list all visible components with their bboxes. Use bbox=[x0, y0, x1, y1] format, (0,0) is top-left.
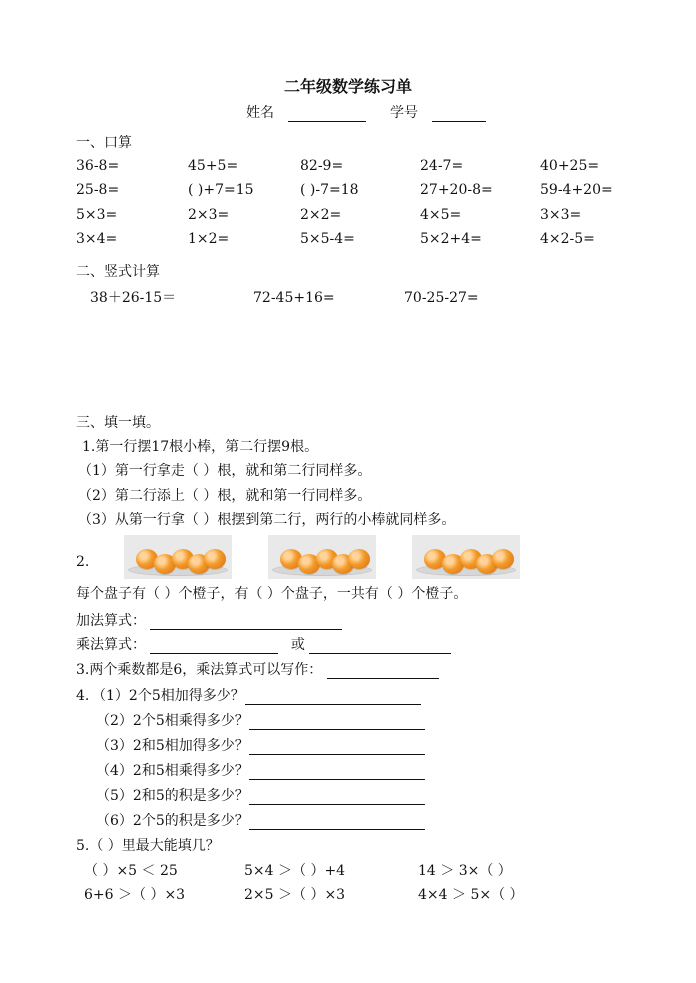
oral-calc-item: 82-9= bbox=[300, 158, 344, 174]
oral-calc-item: 59-4+20= bbox=[540, 182, 613, 198]
oral-calc-item: 4×5= bbox=[420, 207, 462, 223]
vertical-calc-item: 38＋26-15＝ bbox=[90, 290, 177, 306]
q4-answer-blank[interactable] bbox=[249, 740, 425, 755]
oral-calc-item: ( )+7=15 bbox=[188, 182, 254, 198]
q3-row bbox=[76, 661, 439, 679]
mul-answer-blank-1[interactable] bbox=[150, 639, 278, 654]
add-label: 加法算式： bbox=[76, 613, 146, 629]
q4-answer-blank[interactable] bbox=[249, 815, 425, 830]
q5-item: 14 ＞ 3×（ ） bbox=[418, 863, 512, 879]
q4-item-text: （6）2个5的积是多少？ bbox=[96, 813, 249, 829]
oral-calc-item: 25-8= bbox=[76, 182, 120, 198]
q1-sub-2: （2）第二行添上（ ）根，就和第一行同样多。 bbox=[78, 488, 372, 504]
q4-item bbox=[96, 712, 425, 730]
q3-text: 3.两个乘数都是6，乘法算式可以写作： bbox=[76, 662, 323, 678]
oral-calc-item: 45+5= bbox=[188, 158, 239, 174]
orange-plate-image bbox=[124, 535, 232, 579]
oral-calc-item: 5×5-4= bbox=[300, 231, 355, 247]
page-title: 二年级数学练习单 bbox=[283, 77, 412, 96]
oral-calc-item: 3×3= bbox=[540, 207, 582, 223]
oral-calc-item: 4×2-5= bbox=[540, 231, 595, 247]
orange-plate-image bbox=[268, 535, 376, 579]
q4-answer-blank[interactable] bbox=[245, 690, 421, 705]
q2-sentence: 每个盘子有（ ）个橙子，有（ ）个盘子，一共有（ ）个橙子。 bbox=[76, 586, 468, 602]
id-field[interactable] bbox=[390, 104, 486, 122]
oral-calc-item: 2×2= bbox=[300, 207, 342, 223]
oral-calc-item: 5×2+4= bbox=[420, 231, 482, 247]
q2-mul-row bbox=[76, 636, 451, 654]
q2-number: 2. bbox=[76, 554, 90, 570]
name-label: 姓名 bbox=[246, 105, 274, 121]
q4-answer-blank[interactable] bbox=[249, 790, 425, 805]
q1-sub-3: （3）从第一行拿（ ）根摆到第二行，两行的小棒就同样多。 bbox=[78, 512, 456, 528]
orange-plate-image bbox=[412, 535, 520, 579]
orange-icon bbox=[348, 549, 370, 569]
q4-item bbox=[92, 687, 421, 705]
q4-item bbox=[96, 812, 425, 830]
q1-sub-1: （1）第一行拿走（ ）根，就和第二行同样多。 bbox=[78, 463, 372, 479]
q5-item: 2×5 ＞（ ）×3 bbox=[244, 887, 346, 903]
id-blank[interactable] bbox=[432, 107, 486, 122]
q5-item: 6+6 ＞（ ）×3 bbox=[84, 887, 186, 903]
q2-add-row bbox=[76, 612, 342, 630]
q4-item-text: （1）2个5相加得多少？ bbox=[92, 688, 245, 704]
name-field[interactable] bbox=[246, 104, 366, 122]
name-blank[interactable] bbox=[288, 107, 366, 122]
q4-item bbox=[96, 762, 425, 780]
q4-item-text: （2）2个5相乘得多少？ bbox=[96, 713, 249, 729]
q4-answer-blank[interactable] bbox=[249, 765, 425, 780]
mul-answer-blank-2[interactable] bbox=[309, 639, 451, 654]
orange-icon bbox=[204, 549, 226, 569]
q4-item-text: （4）2和5相乘得多少？ bbox=[96, 763, 249, 779]
q5-heading: 5.（ ）里最大能填几？ bbox=[76, 838, 220, 854]
section-fill-heading: 三、填一填。 bbox=[76, 415, 160, 431]
oral-calc-item: 1×2= bbox=[188, 231, 230, 247]
oral-calc-item: 40+25= bbox=[540, 158, 600, 174]
oral-calc-item: 27+20-8= bbox=[420, 182, 493, 198]
q4-answer-blank[interactable] bbox=[249, 715, 425, 730]
vertical-calc-item: 72-45+16= bbox=[253, 290, 335, 306]
q3-answer-blank[interactable] bbox=[327, 664, 439, 679]
or-label: 或 bbox=[290, 637, 305, 653]
oral-calc-item: 5×3= bbox=[76, 207, 118, 223]
oral-calc-item: 24-7= bbox=[420, 158, 464, 174]
oral-calc-item: 36-8= bbox=[76, 158, 120, 174]
section-vertical-calc-heading: 二、竖式计算 bbox=[76, 264, 160, 280]
q4-item-text: （5）2和5的积是多少？ bbox=[96, 788, 249, 804]
q5-item: 4×4 ＞ 5×（ ） bbox=[418, 887, 524, 903]
oral-calc-item: 2×3= bbox=[188, 207, 230, 223]
q5-item: （ ）×5 ＜ 25 bbox=[84, 863, 178, 879]
mul-label: 乘法算式： bbox=[76, 637, 146, 653]
oral-calc-item: ( )-7=18 bbox=[300, 182, 359, 198]
q5-item: 5×4 ＞（ ）+4 bbox=[244, 863, 346, 879]
q1-stem: 1.第一行摆17根小棒，第二行摆9根。 bbox=[82, 439, 319, 455]
q4-item bbox=[96, 737, 425, 755]
orange-icon bbox=[492, 549, 514, 569]
oral-calc-item: 3×4= bbox=[76, 231, 118, 247]
q4-item bbox=[96, 787, 425, 805]
add-answer-blank[interactable] bbox=[150, 615, 342, 630]
vertical-calc-item: 70-25-27= bbox=[404, 290, 479, 306]
q4-item-text: （3）2和5相加得多少？ bbox=[96, 738, 249, 754]
section-oral-calc-heading: 一、口算 bbox=[76, 135, 132, 151]
id-label: 学号 bbox=[390, 105, 418, 121]
q4-number: 4. bbox=[76, 688, 90, 704]
